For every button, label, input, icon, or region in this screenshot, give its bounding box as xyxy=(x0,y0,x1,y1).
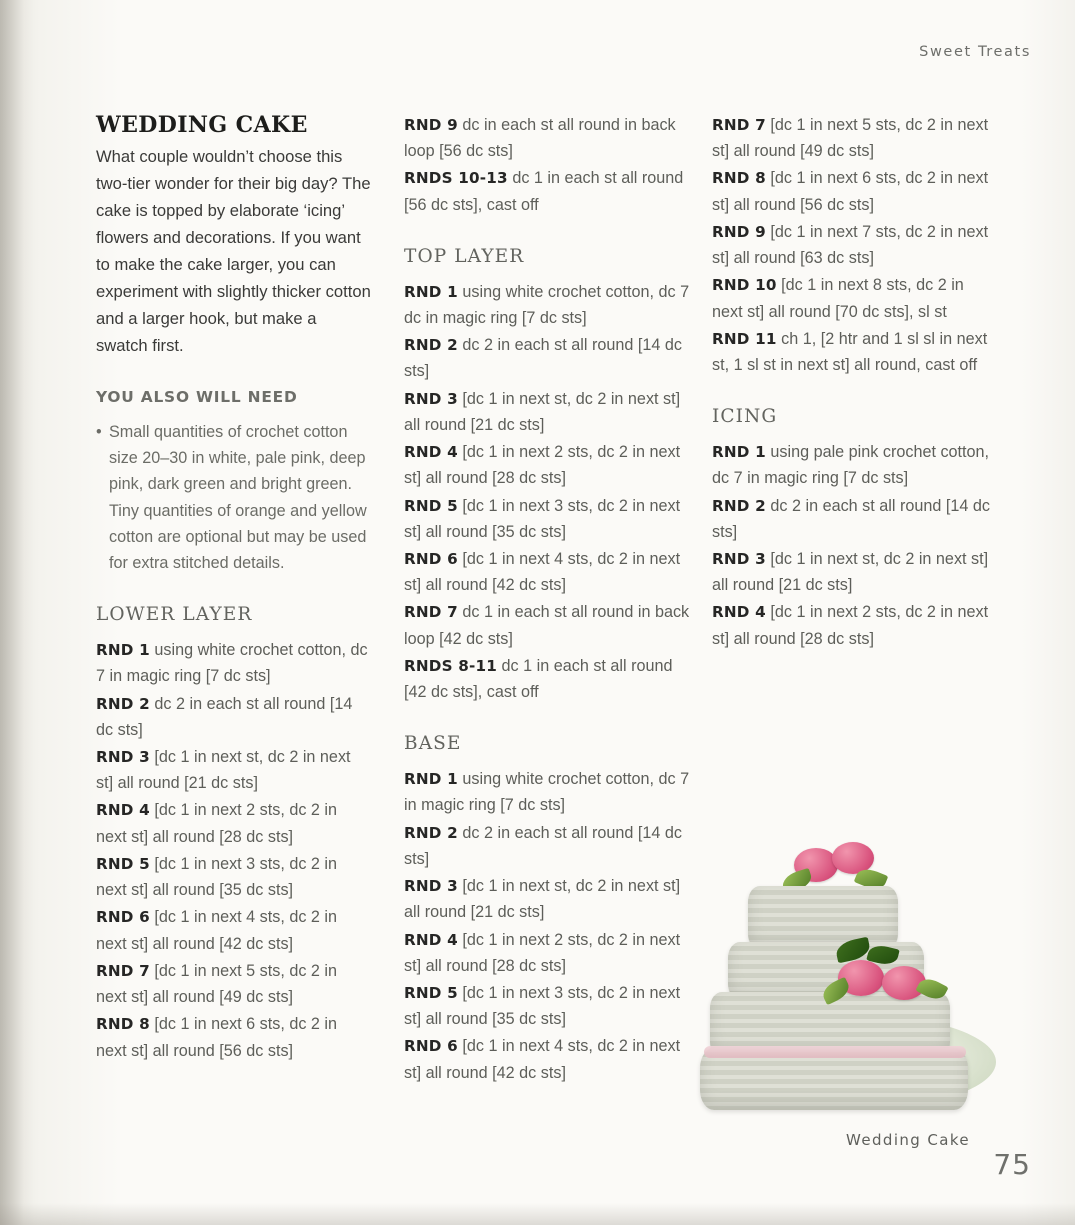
round-text: [dc 1 in next 3 sts, dc 2 in next st] all round [35 dc sts] xyxy=(96,854,338,900)
lower-layer-rounds-continued xyxy=(404,112,690,218)
round-row xyxy=(404,332,690,384)
round-label: RND 7 xyxy=(96,961,150,980)
round-label: RND 1 xyxy=(96,641,150,660)
page-gutter-shadow xyxy=(0,0,34,1225)
round-row xyxy=(96,851,372,903)
round-text: using white crochet cotton, dc 7 in magic ring [7 dc sts] xyxy=(96,641,368,686)
cake-ribbon xyxy=(704,1046,966,1058)
round-text: dc 2 in each st all round [14 dc sts] xyxy=(712,496,990,541)
round-text: [dc 1 in next st, dc 2 in next st] all round [21 dc sts] xyxy=(96,748,351,793)
round-text: dc 1 in each st all round in back loop [42 dc sts] xyxy=(404,603,690,648)
lower-layer-rounds xyxy=(96,637,372,1064)
column-two xyxy=(404,112,690,1087)
round-text: [dc 1 in next 4 sts, dc 2 in next st] all round [42 dc sts] xyxy=(96,908,338,953)
round-text: dc 2 in each st all round [14 dc sts] xyxy=(96,694,353,739)
round-label: RND 2 xyxy=(404,336,458,355)
round-text: dc in each st all round in back loop [56 dc sts] xyxy=(404,116,676,161)
round-row xyxy=(404,1033,690,1085)
round-row xyxy=(404,493,690,545)
round-label: RNDS 8-11 xyxy=(404,656,498,675)
round-row xyxy=(404,599,690,651)
round-row xyxy=(712,599,998,651)
photo-caption: Wedding Cake xyxy=(846,1131,971,1149)
round-row xyxy=(404,873,690,925)
round-row xyxy=(712,272,998,324)
round-text: [dc 1 in next 3 sts, dc 2 in next st] all round [35 dc sts] xyxy=(404,983,681,1029)
round-row xyxy=(96,904,372,956)
materials-list xyxy=(96,419,372,576)
round-row xyxy=(404,439,690,491)
round-row xyxy=(712,112,998,164)
round-label: RND 1 xyxy=(404,770,458,789)
running-head: Sweet Treats xyxy=(919,44,1031,60)
round-label: RND 11 xyxy=(712,329,777,348)
round-label: RND 4 xyxy=(404,443,458,462)
round-text: dc 1 in each st all round [56 dc sts], cast off xyxy=(404,169,684,214)
round-label: RND 8 xyxy=(96,1015,150,1034)
round-row xyxy=(404,653,690,705)
column-three xyxy=(712,112,998,653)
round-row xyxy=(404,386,690,438)
round-label: RND 6 xyxy=(404,1037,458,1056)
round-text: [dc 1 in next 4 sts, dc 2 in next st] all round [42 dc sts] xyxy=(404,1037,681,1082)
round-text: [dc 1 in next 5 sts, dc 2 in next st] all round [49 dc sts] xyxy=(712,116,989,161)
round-text: using pale pink crochet cotton, dc 7 in magic ring [7 dc sts] xyxy=(712,443,990,488)
round-label: RND 7 xyxy=(712,116,766,134)
intro-paragraph: What couple wouldn’t choose this two-tier wonder for their big day? The cake is topped by elaborate ‘icing’ flowers and decorations. If you want to make the cake larger, you can experiment with slightly thicker cotton and a larger hook, but make a swatch first. xyxy=(96,147,371,355)
round-row xyxy=(404,927,690,979)
round-row xyxy=(712,219,998,271)
base-heading: BASE xyxy=(404,733,462,755)
round-text: [dc 1 in next 2 sts, dc 2 in next st] all round [28 dc sts] xyxy=(404,443,681,488)
round-text: [dc 1 in next 2 sts, dc 2 in next st] all round [28 dc sts] xyxy=(712,603,989,648)
round-label: RND 5 xyxy=(404,983,458,1002)
wedding-cake-photo xyxy=(686,800,1016,1150)
round-label: RND 3 xyxy=(404,877,458,896)
round-row xyxy=(404,766,690,818)
round-row xyxy=(712,165,998,217)
round-row xyxy=(96,797,372,849)
round-row xyxy=(404,546,690,598)
round-row xyxy=(96,1011,372,1063)
icing-heading: ICING xyxy=(712,406,778,428)
round-label: RND 5 xyxy=(96,854,150,873)
round-label: RND 2 xyxy=(712,496,766,515)
list-item: • Small quantities of crochet cotton size 20–30 in white, pale pink, deep pink, dark green and bright green. Tiny quantities of orange and yellow cotton are optional but may be used for extra stitched details. xyxy=(96,419,372,576)
cake-tier-top xyxy=(748,886,898,950)
round-row xyxy=(404,820,690,872)
round-text: dc 1 in each st all round [42 dc sts], cast off xyxy=(404,656,673,702)
column-one xyxy=(96,112,372,1065)
round-text: [dc 1 in next 2 sts, dc 2 in next st] all round [28 dc sts] xyxy=(96,801,338,846)
round-label: RND 2 xyxy=(404,823,458,842)
round-label: RND 6 xyxy=(96,908,150,927)
round-text: [dc 1 in next 8 sts, dc 2 in next st] all round [70 dc sts], sl st xyxy=(712,276,964,321)
page-title: WEDDING CAKE xyxy=(96,112,308,138)
lower-layer-heading: LOWER LAYER xyxy=(96,604,253,626)
round-label: RND 3 xyxy=(96,748,150,766)
round-label: RND 8 xyxy=(712,169,766,188)
round-label: RND 9 xyxy=(404,116,458,134)
round-text: [dc 1 in next st, dc 2 in next st] all round [21 dc sts] xyxy=(404,389,681,434)
round-text: [dc 1 in next 4 sts, dc 2 in next st] all round [42 dc sts] xyxy=(404,549,681,595)
round-text: [dc 1 in next 6 sts, dc 2 in next st] all round [56 dc sts] xyxy=(712,169,989,214)
page-bottom-shadow xyxy=(0,1203,1075,1225)
round-row xyxy=(96,958,372,1010)
round-label: RND 1 xyxy=(712,443,766,462)
round-text: [dc 1 in next 7 sts, dc 2 in next st] all round [63 dc sts] xyxy=(712,222,989,268)
round-text: [dc 1 in next 2 sts, dc 2 in next st] all round [28 dc sts] xyxy=(404,930,681,975)
round-row xyxy=(96,637,372,689)
round-text: [dc 1 in next 5 sts, dc 2 in next st] all round [49 dc sts] xyxy=(96,961,338,1007)
round-row xyxy=(404,112,690,164)
base-rounds-continued xyxy=(712,112,998,378)
round-label: RND 2 xyxy=(96,694,150,713)
round-label: RND 3 xyxy=(404,389,458,408)
you-also-will-need-heading: YOU ALSO WILL NEED xyxy=(96,388,298,407)
round-label: RND 7 xyxy=(404,603,458,622)
base-rounds xyxy=(404,766,690,1086)
round-text: using white crochet cotton, dc 7 dc in magic ring [7 dc sts] xyxy=(404,282,690,327)
round-text: [dc 1 in next 6 sts, dc 2 in next st] all round [56 dc sts] xyxy=(96,1015,338,1060)
icing-rounds xyxy=(712,439,998,652)
page-number: 75 xyxy=(993,1148,1031,1181)
round-row xyxy=(96,691,372,743)
round-row xyxy=(712,493,998,545)
round-text: using white crochet cotton, dc 7 in magic ring [7 dc sts] xyxy=(404,770,690,815)
round-label: RND 9 xyxy=(712,222,766,241)
round-row xyxy=(404,980,690,1032)
round-row xyxy=(96,744,372,796)
round-row xyxy=(712,326,998,378)
round-text: ch 1, [2 htr and 1 sl sl in next st, 1 sl st in next st] all round, cast off xyxy=(712,329,988,375)
round-row xyxy=(404,279,690,331)
round-label: RND 4 xyxy=(404,930,458,949)
round-row xyxy=(712,439,998,491)
round-label: RND 5 xyxy=(404,496,458,515)
round-label: RND 4 xyxy=(712,603,766,622)
round-label: RND 4 xyxy=(96,801,150,820)
round-text: [dc 1 in next st, dc 2 in next st] all round [21 dc sts] xyxy=(712,549,989,595)
top-layer-heading: TOP LAYER xyxy=(404,245,525,267)
round-label: RND 6 xyxy=(404,549,458,568)
top-layer-rounds xyxy=(404,279,690,706)
round-label: RND 3 xyxy=(712,549,766,568)
round-label: RND 10 xyxy=(712,276,777,295)
round-text: [dc 1 in next st, dc 2 in next st] all round [21 dc sts] xyxy=(404,877,681,922)
crochet-cake-illustration xyxy=(686,800,1016,1130)
round-label: RNDS 10-13 xyxy=(404,169,508,188)
round-text: dc 2 in each st all round [14 dc sts] xyxy=(404,823,682,868)
round-row xyxy=(712,546,998,598)
round-text: dc 2 in each st all round [14 dc sts] xyxy=(404,336,682,381)
round-text: [dc 1 in next 3 sts, dc 2 in next st] all round [35 dc sts] xyxy=(404,496,681,541)
round-label: RND 1 xyxy=(404,282,458,301)
round-row xyxy=(404,165,690,217)
